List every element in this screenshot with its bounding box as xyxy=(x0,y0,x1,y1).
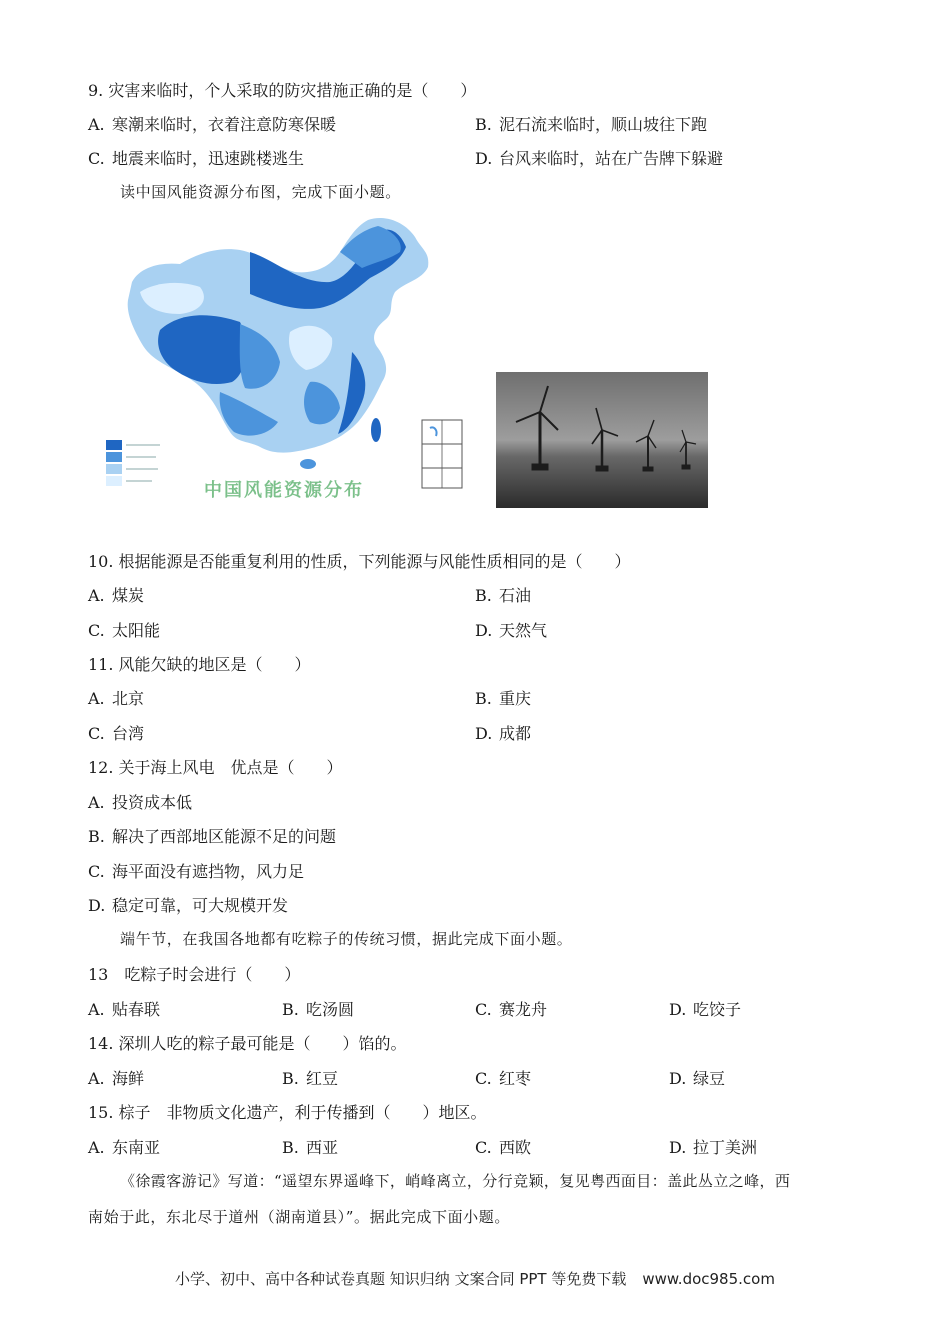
intro-xu-xiake-line-1: 《徐霞客游记》写道：“遥望东界遥峰下，峭峰离立，分行竞颖，复见粤西面目：盖此丛立之峰，西 xyxy=(120,1172,791,1190)
footer-text: 小学、初中、高中各种试卷真题 知识归纳 文案合同 PPT 等免费下载 xyxy=(175,1270,627,1288)
question-13-option-c: C. 赛龙舟 xyxy=(475,1000,548,1019)
question-11-option-c: C. 台湾 xyxy=(88,724,145,743)
question-12-option-d: D. 稳定可靠，可大规模开发 xyxy=(88,896,289,915)
intro-wind-energy: 读中国风能资源分布图，完成下面小题。 xyxy=(120,183,401,201)
question-15-stem: 15. 棕子 非物质文化遗产，利于传播到（ ）地区。 xyxy=(88,1103,487,1122)
map-caption: 中国风能资源分布 xyxy=(204,480,364,501)
footer-url[interactable]: www.doc985.com xyxy=(642,1270,775,1288)
question-9-option-d: D. 台风来临时，站在广告牌下躲避 xyxy=(475,149,724,168)
question-14-option-c: C. 红枣 xyxy=(475,1069,532,1088)
question-14-option-a: A. 海鲜 xyxy=(88,1069,145,1088)
question-15-option-c: C. 西欧 xyxy=(475,1138,532,1157)
question-13-option-b: B. 吃汤圆 xyxy=(282,1000,355,1019)
question-13-option-d: D. 吃饺子 xyxy=(669,1000,742,1019)
question-11-option-b: B. 重庆 xyxy=(475,689,532,708)
question-15-option-a: A. 东南亚 xyxy=(88,1138,161,1157)
question-11-option-d: D. 成都 xyxy=(475,724,532,743)
question-12-stem: 12. 关于海上风电 优点是（ ） xyxy=(88,758,343,777)
question-14-option-d: D. 绿豆 xyxy=(669,1069,726,1088)
question-9-option-a: A. 寒潮来临时，衣着注意防寒保暖 xyxy=(88,115,337,134)
question-10-option-a: A. 煤炭 xyxy=(88,586,145,605)
question-13-option-a: A. 贴春联 xyxy=(88,1000,161,1019)
intro-xu-xiake-line-2: 南始于此，东北尽于道州（湖南道县）”。据此完成下面小题。 xyxy=(88,1208,510,1226)
question-14-option-b: B. 红豆 xyxy=(282,1069,339,1088)
question-11-stem: 11. 风能欠缺的地区是（ ） xyxy=(88,655,311,674)
question-12-option-c: C. 海平面没有遮挡物，风力足 xyxy=(88,862,305,881)
question-9-option-c: C. 地震来临时，迅速跳楼逃生 xyxy=(88,149,305,168)
question-9-stem: 9. 灾害来临时，个人采取的防灾措施正确的是（ ） xyxy=(88,81,477,100)
china-wind-resource-map xyxy=(100,212,470,516)
question-13-stem: 13 吃粽子时会进行（ ） xyxy=(88,965,301,984)
question-10-option-d: D. 天然气 xyxy=(475,621,548,640)
question-15-option-d: D. 拉丁美洲 xyxy=(669,1138,758,1157)
intro-zongzi: 端午节，在我国各地都有吃粽子的传统习惯，据此完成下面小题。 xyxy=(120,930,573,948)
question-10-stem: 10. 根据能源是否能重复利用的性质，下列能源与风能性质相同的是（ ） xyxy=(88,552,631,571)
offshore-wind-turbines-photo xyxy=(496,372,708,508)
question-11-option-a: A. 北京 xyxy=(88,689,145,708)
question-10-option-c: C. 太阳能 xyxy=(88,621,161,640)
question-10-option-b: B. 石油 xyxy=(475,586,532,605)
page-footer xyxy=(0,1268,950,1289)
question-9-option-b: B. 泥石流来临时，顺山坡往下跑 xyxy=(475,115,708,134)
question-14-stem: 14. 深圳人吃的粽子最可能是（ ）馅的。 xyxy=(88,1034,407,1053)
question-15-option-b: B. 西亚 xyxy=(282,1138,339,1157)
question-12-option-a: A. 投资成本低 xyxy=(88,793,193,812)
question-12-option-b: B. 解决了西部地区能源不足的问题 xyxy=(88,827,337,846)
